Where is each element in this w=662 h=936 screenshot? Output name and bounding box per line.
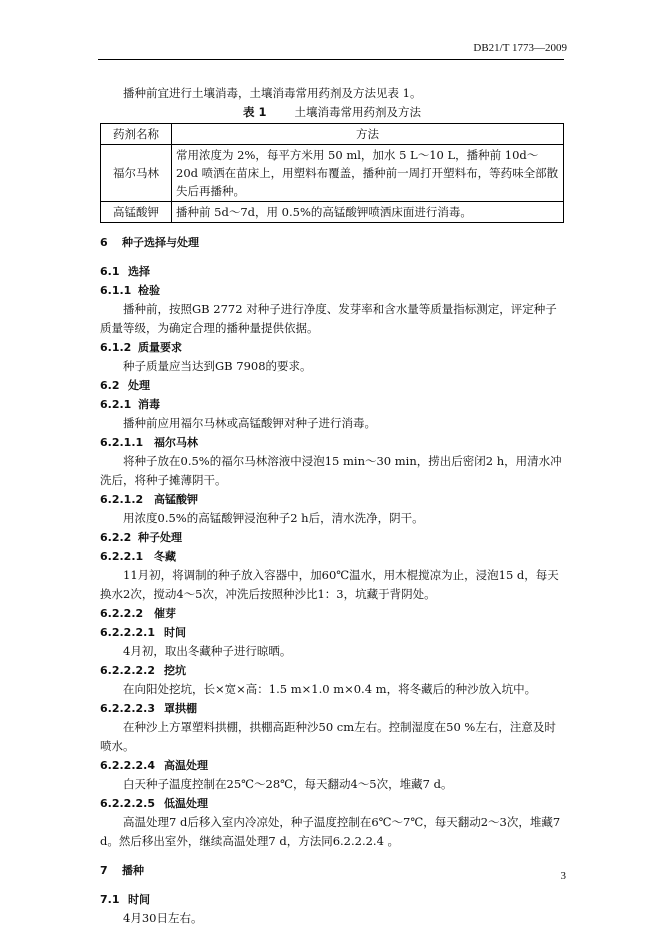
section-title: 质量要求 <box>138 341 182 354</box>
document-id: DB21/T 1773—2009 <box>473 42 567 54</box>
disinfection-table <box>100 123 564 223</box>
section-text: 播种前，按照GB 2772 对种子进行净度、发芽率和含水量等质量指标测定，评定种子质量等级，为确定合理的播种量提供依据。 <box>100 302 557 335</box>
section-title: 处理 <box>128 379 150 392</box>
section-text: 用浓度0.5%的高锰酸钾浸泡种子2 h后，清水洗净，阴干。 <box>123 511 424 525</box>
section-number: 7 <box>100 864 108 877</box>
section-title: 检验 <box>138 284 160 297</box>
section-number: 6.2.2.2.1 <box>100 626 155 639</box>
table-cell-method: 常用浓度为 2%，每平方米用 50 ml，加水 5 L～10 L，播种前 10d～20d 喷洒在苗床上，用塑料布覆盖，播种前一周打开塑料布，等药味全部散失后再播种。 <box>172 145 564 202</box>
section-number: 6.2.2.2 <box>100 607 144 620</box>
section-heading <box>100 528 564 547</box>
section-heading <box>100 890 564 909</box>
section-title: 选择 <box>128 265 150 278</box>
intro-paragraph: 播种前宜进行土壤消毒，土壤消毒常用药剂及方法见表 1。 <box>123 86 422 100</box>
section-text: 白天种子温度控制在25℃～28℃，每天翻动4～5次，堆藏7 d。 <box>123 777 453 791</box>
section-title: 罩拱棚 <box>164 702 197 715</box>
section-text: 4月初，取出冬藏种子进行晾晒。 <box>123 644 292 658</box>
section-text: 4月30日左右。 <box>123 911 203 925</box>
section-text: 在向阳处挖坑，长×宽×高：1.5 m×1.0 m×0.4 m，将冬藏后的种沙放入坑中。 <box>123 682 537 696</box>
section-title: 消毒 <box>138 398 160 411</box>
section-title: 时间 <box>128 893 150 906</box>
table-header-agent: 药剂名称 <box>101 124 172 145</box>
table-row <box>101 145 564 202</box>
section-heading <box>100 604 564 623</box>
section-heading <box>100 794 564 813</box>
section-number: 6.2.2 <box>100 531 132 544</box>
section-heading <box>100 376 564 395</box>
section-text: 高温处理7 d后移入室内冷凉处，种子温度控制在6℃～7℃，每天翻动2～3次，堆藏7 d。然后移出室外，继续高温处理7 d，方法同6.2.2.2.4 。 <box>100 815 561 848</box>
section-title: 种子选择与处理 <box>122 236 199 249</box>
section-number: 6.1.1 <box>100 284 132 297</box>
section-text: 在种沙上方罩塑料拱棚，拱棚高距种沙50 cm左右。控制湿度在50 %左右，注意及时喷水。 <box>100 720 556 753</box>
section-text: 播种前应用福尔马林或高锰酸钾对种子进行消毒。 <box>123 416 376 430</box>
section-heading <box>100 490 564 509</box>
table-cell-agent: 高锰酸钾 <box>101 202 172 223</box>
section-number: 6.2.1.2 <box>100 493 144 506</box>
section-heading <box>100 262 564 281</box>
section-text: 将种子放在0.5%的福尔马林溶液中浸泡15 min～30 min，捞出后密闭2 h，用清水冲洗后，将种子摊薄阴干。 <box>100 454 562 487</box>
section-heading <box>100 395 564 414</box>
section-title: 时间 <box>164 626 186 639</box>
section-title: 冬藏 <box>154 550 176 563</box>
table-header-row <box>101 124 564 145</box>
section-number: 6.1.2 <box>100 341 132 354</box>
section-title: 催芽 <box>154 607 176 620</box>
table-cell-agent: 福尔马林 <box>101 145 172 202</box>
section-heading <box>100 661 564 680</box>
section-heading <box>100 861 564 880</box>
section-title: 种子处理 <box>138 531 182 544</box>
section-heading <box>100 756 564 775</box>
section-number: 6.2.1 <box>100 398 132 411</box>
table-caption-title: 土壤消毒常用药剂及方法 <box>294 105 421 119</box>
table-cell-method: 播种前 5d～7d，用 0.5%的高锰酸钾喷洒床面进行消毒。 <box>172 202 564 223</box>
section-text: 种子质量应当达到GB 7908的要求。 <box>123 359 312 373</box>
section-title: 高温处理 <box>164 759 208 772</box>
section-number: 6.2.2.2.3 <box>100 702 155 715</box>
section-title: 福尔马林 <box>154 436 198 449</box>
section-title: 低温处理 <box>164 797 208 810</box>
table-header-method: 方法 <box>172 124 564 145</box>
section-number: 6.2.2.2.4 <box>100 759 155 772</box>
section-number: 6.2 <box>100 379 120 392</box>
section-number: 6.2.2.2.5 <box>100 797 155 810</box>
section-number: 6.2.1.1 <box>100 436 144 449</box>
table-row <box>101 202 564 223</box>
section-title: 高锰酸钾 <box>154 493 198 506</box>
section-number: 6.2.2.2.2 <box>100 664 155 677</box>
section-heading <box>100 547 564 566</box>
section-number: 6.2.2.1 <box>100 550 144 563</box>
page-content <box>100 84 564 928</box>
page-number: 3 <box>560 870 566 882</box>
section-heading <box>100 433 564 452</box>
section-number: 7.1 <box>100 893 120 906</box>
section-title: 播种 <box>122 864 144 877</box>
section-heading <box>100 233 564 252</box>
section-text: 11月初，将调制的种子放入容器中，加60℃温水，用木棍搅凉为止，浸泡15 d，每天换水2次，搅动4～5次，冲洗后按照种沙比1：3，坑藏于背阴处。 <box>100 568 559 601</box>
section-heading <box>100 623 564 642</box>
header-rule <box>98 59 564 60</box>
section-heading <box>100 338 564 357</box>
table-caption <box>100 104 564 121</box>
section-heading <box>100 281 564 300</box>
table-caption-number: 表 1 <box>242 105 267 119</box>
section-heading <box>100 699 564 718</box>
section-title: 挖坑 <box>164 664 186 677</box>
section-number: 6.1 <box>100 265 120 278</box>
section-number: 6 <box>100 236 108 249</box>
